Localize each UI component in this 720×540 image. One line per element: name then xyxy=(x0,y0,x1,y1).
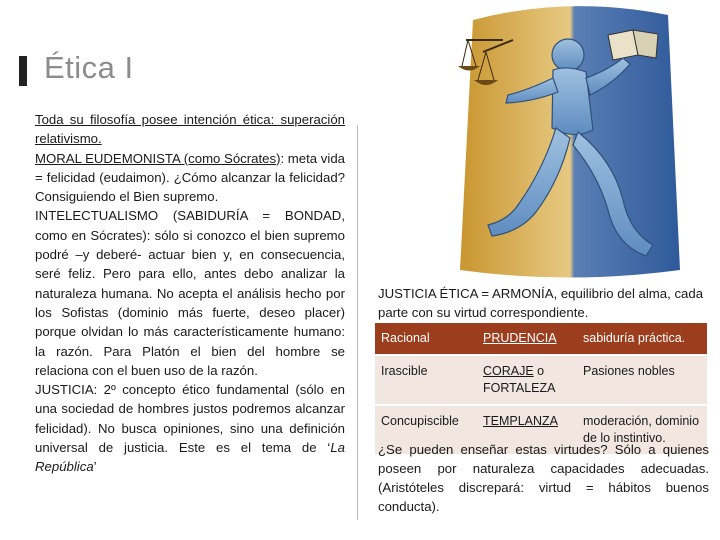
eudemonista-text: : meta vida = felicidad (eudaimon). ¿Cómo alcanzar la felicidad? Consiguiendo el Bien supremo. xyxy=(35,150,345,205)
republica-title: La República xyxy=(35,440,345,475)
justicia-etica-intro: JUSTICIA ÉTICA = ARMONÍA, equilibrio del alma, cada parte con su virtud correspondiente. xyxy=(378,286,704,320)
description-cell: moderación, dominio de lo instintivo. xyxy=(577,405,707,454)
open-book-icon xyxy=(608,30,658,60)
virtue-prudencia: PRUDENCIA xyxy=(483,331,557,345)
table-row xyxy=(375,323,707,355)
virtue-templanza: TEMPLANZA xyxy=(483,414,559,428)
description-cell: Pasiones nobles xyxy=(577,355,707,405)
virtue-cell xyxy=(477,355,577,405)
description-cell: sabiduría práctica. xyxy=(577,323,707,355)
paragraph-intelectualismo: INTELECTUALISMO (SABIDURÍA = BONDAD, como en Sócrates): sólo si conozco el bien supremo podré –y deberé- actuar bien y, en consecuencia, seré feliz. Pero para ello, antes debo analizar la naturaleza humana. No acepta el análisis hecho por los Sofistas (dominio más fuerte, deseo placer) porque olvidan lo más característicamente humano: la razón. Para Platón el bien del hombre se relaciona con el buen uso de la razón. xyxy=(35,208,345,378)
soul-virtues-table xyxy=(375,323,707,454)
column-divider xyxy=(357,125,358,520)
justice-figure-illustration xyxy=(448,0,688,280)
paragraph-justicia xyxy=(35,380,345,476)
paragraph-eudemonista xyxy=(35,149,345,207)
justicia-text: JUSTICIA: 2º concepto ético fundamental (sólo en una sociedad de hombres justos podremos alcanzar felicidad). No busca opiniones, sino una definición universal de justicia. Este es el tema de ‘ xyxy=(35,382,345,456)
soul-part-cell: Irascible xyxy=(375,355,477,405)
eudemonista-heading: MORAL EUDEMONISTA (como Sócrates) xyxy=(35,150,281,166)
table-row xyxy=(375,355,707,405)
left-column-text xyxy=(35,110,345,477)
virtue-coraje: CORAJE xyxy=(483,364,534,378)
title-bullet-bar xyxy=(19,56,27,86)
closing-quote: ’ xyxy=(93,459,97,475)
soul-part-cell: Concupiscible xyxy=(375,405,477,454)
soul-part-cell: Racional xyxy=(375,323,477,355)
virtues-teaching-question: ¿Se pueden enseñar estas virtudes? Sólo a quienes poseen por naturaleza capacidades adecuadas. (Aristóteles discrepará: virtud = hábitos buenos conducta). xyxy=(378,442,709,514)
virtue-fortaleza: o FORTALEZA xyxy=(483,364,556,395)
intention-text: Toda su filosofía posee intención ética: superación relativismo. xyxy=(35,112,345,147)
virtue-cell xyxy=(477,323,577,355)
paragraph-intention xyxy=(35,110,345,149)
slide-title: Ética I xyxy=(44,50,134,85)
